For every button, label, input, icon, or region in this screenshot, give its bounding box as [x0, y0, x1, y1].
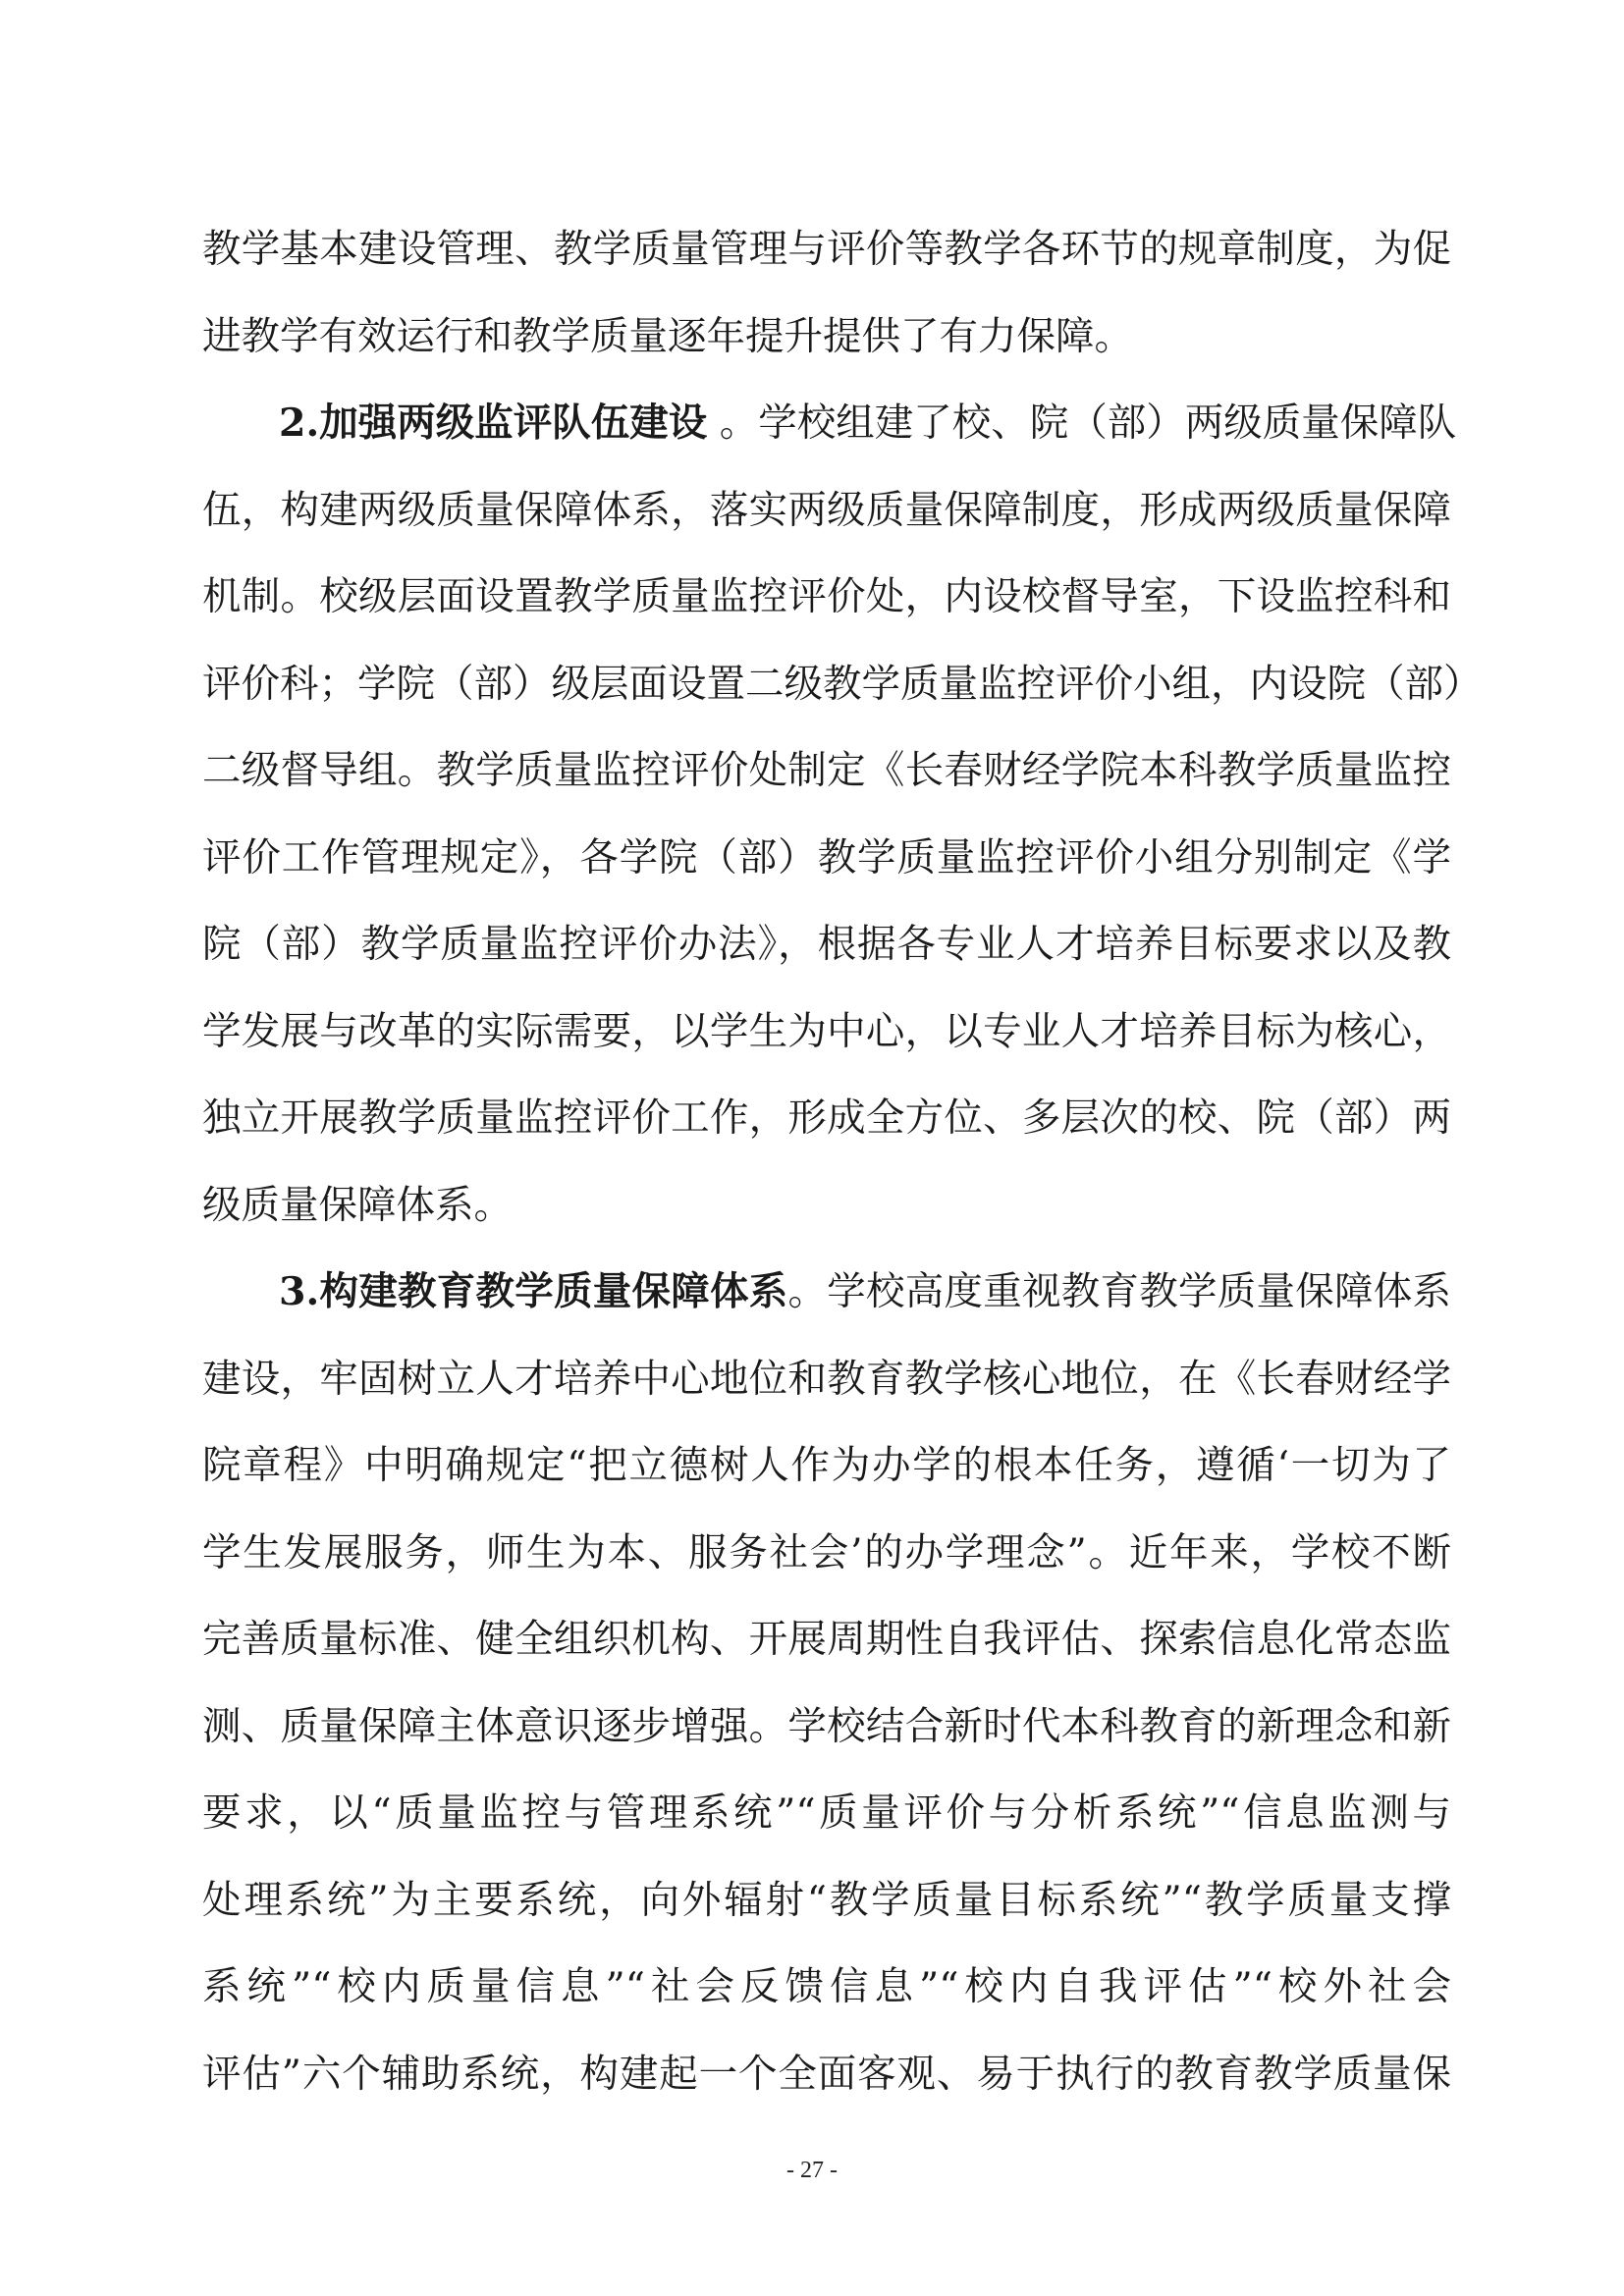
page-number: - 27 - [786, 2158, 838, 2183]
text-line [202, 1249, 1451, 1336]
text-line: 学发展与改革的实际需要，以学生为中心，以专业人才培养目标为核心， [202, 1008, 1451, 1054]
text-run: 。学校组建了校、院（部）两级质量保障队 [707, 400, 1457, 446]
text-line: 评价工作管理规定》，各学院（部）教学质量监控评价小组分别制定《学 [202, 834, 1451, 881]
text-line: 处理系统”为主要系统，向外辐射“教学质量目标系统”“教学质量支撑 [202, 1877, 1451, 1923]
text-line: 学生发展服务，师生为本、服务社会’的办学理念”。近年来，学校不断 [202, 1529, 1451, 1575]
section-heading: 3.构建教育教学质量保障体系 [279, 1269, 788, 1314]
text-line: 院（部）教学质量监控评价办法》，根据各专业人才培养目标要求以及教 [202, 922, 1451, 967]
text-line [202, 380, 1457, 467]
text-line: 独立开展教学质量监控评价工作，形成全方位、多层次的校、院（部）两 [202, 1095, 1451, 1141]
section-heading: 2.加强两级监评队伍建设 [279, 400, 708, 446]
text-line: 院章程》中明确规定“把立德树人作为办学的根本任务，遵循‘一切为了 [202, 1443, 1451, 1488]
text-line: 完善质量标准、健全组织机构、开展周期性自我评估、探索信息化常态监 [202, 1617, 1451, 1662]
text-line: 建设，牢固树立人才培养中心地位和教育教学核心地位，在《长春财经学 [202, 1356, 1451, 1402]
text-run: 。学校高度重视教育教学质量保障体系 [787, 1269, 1451, 1314]
text-line: 级质量保障体系。 [202, 1182, 513, 1228]
text-line: 要求，以“质量监控与管理系统”“质量评价与分析系统”“信息监测与 [202, 1790, 1451, 1836]
text-line: 系统”“校内质量信息”“社会反馈信息”“校内自我评估”“校外社会 [202, 1964, 1451, 2009]
text-line: 评估”六个辅助系统，构建起一个全面客观、易于执行的教育教学质量保 [202, 2051, 1451, 2097]
text-line: 伍，构建两级质量保障体系，落实两级质量保障制度，形成两级质量保障 [202, 487, 1451, 533]
paragraph [202, 380, 1483, 1249]
text-line: 机制。校级层面设置教学质量监控评价处，内设校督导室，下设监控科和 [202, 574, 1451, 619]
paragraph [202, 1249, 1451, 2117]
text-line: 二级督导组。教学质量监控评价处制定《长春财经学院本科教学质量监控 [202, 748, 1451, 793]
text-line: 教学基本建设管理、教学质量管理与评价等教学各环节的规章制度，为促 [202, 227, 1451, 272]
document-body [202, 206, 1483, 2117]
text-line: 进教学有效运行和教学质量逐年提升提供了有力保障。 [202, 313, 1133, 359]
paragraph [202, 206, 1451, 380]
text-line: 评价科；学院（部）级层面设置二级教学质量监控评价小组，内设院（部） [202, 661, 1483, 707]
text-line: 测、质量保障主体意识逐步增强。学校结合新时代本科教育的新理念和新 [202, 1703, 1451, 1749]
